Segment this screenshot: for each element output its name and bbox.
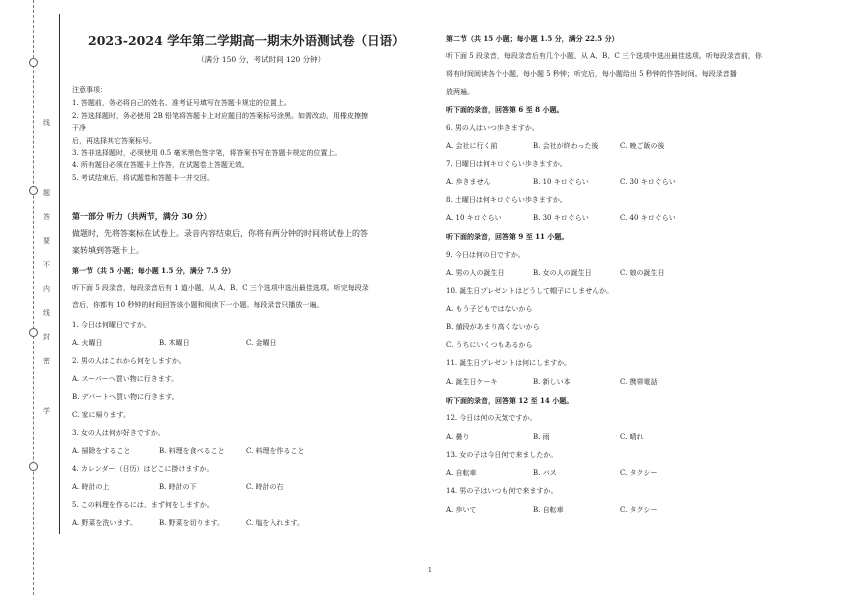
- instruction: 听下面的录音，回答第 12 至 14 小题。: [446, 396, 574, 405]
- option-a: A. 会社に行く前: [446, 142, 498, 150]
- binding-char: 密: [43, 357, 50, 365]
- option-a: A. 誕生日ケーキ: [446, 378, 498, 386]
- option-c: C. 晴れ: [620, 433, 644, 441]
- notes-line: 后，再选择其它答案标号。: [72, 137, 156, 145]
- option-b: B. 自転車: [533, 506, 564, 514]
- question-stem: 3. 女の人は何が好きですか。: [72, 429, 165, 437]
- section1-intro: 音后，你都有 10 秒钟的时间回答该小题和阅读下一小题。每段录音只播放一遍。: [72, 301, 324, 309]
- question-stem: 2. 男の人はこれから何をしますか。: [72, 357, 186, 365]
- question-stem: 12. 今日は何の天気ですか。: [446, 414, 537, 422]
- instruction: 听下面的录音，回答第 6 至 8 小题。: [446, 105, 564, 114]
- option-c: C. 携帯電話: [620, 378, 658, 386]
- part1-intro: 案转填到答题卡上。: [72, 246, 144, 255]
- option-a: A. 掃除をすること: [72, 447, 131, 455]
- section2-intro: 放两遍。: [446, 88, 474, 96]
- page-subtitle: （满分 150 分，考试时间 120 分钟）: [197, 55, 326, 64]
- option-b: B. 時計の下: [159, 483, 197, 491]
- question-stem: 4. カレンダー（日历）はどこに掛けますか。: [72, 465, 214, 473]
- option-c: C. 金曜日: [246, 339, 277, 347]
- question-stem: 11. 誕生日プレゼントは何にしますか。: [446, 359, 572, 367]
- section1-heading: 第一节（共 5 小题；每小题 1.5 分，满分 7.5 分）: [72, 266, 235, 275]
- question-stem: 5. この料理を作るには、まず何をしますか。: [72, 501, 214, 509]
- question-stem: 13. 女の子は今日何で来ましたか。: [446, 451, 558, 459]
- option-b: B. 10 キロぐらい: [533, 178, 589, 186]
- option-a: A. もう子どもではないから: [446, 305, 533, 313]
- option-b: B. バス: [533, 469, 557, 477]
- option-a: A. 男の人の誕生日: [446, 269, 505, 277]
- notes-line: 3. 答非选择题时，必须使用 0.5 毫米黑色签字笔，将答案书写在答题卡规定的位置上。: [72, 149, 342, 157]
- section2-intro: 听下面 5 段录音，每段录音后有几个小题，从 A、B、C 三个选项中选出最佳选项。听每段录音前，你: [446, 52, 762, 60]
- binding-char: 内: [43, 285, 50, 293]
- option-c: C. 塩を入れます。: [246, 519, 304, 527]
- binding-dashed-line: [33, 0, 34, 595]
- notes-line: 2. 答选择题时，务必使用 2B 铅笔将答题卡上对应题目的答案标号涂黑。如需改动，用橡皮擦擦: [72, 112, 368, 120]
- option-b: B. 女の人の誕生日: [533, 269, 592, 277]
- notes-line: 1. 答题前，务必将自己的姓名、准考证号填写在答题卡规定的位置上。: [72, 99, 291, 107]
- question-stem: 1. 今日は何曜日ですか。: [72, 321, 151, 329]
- option-a: A. 火曜日: [72, 339, 103, 347]
- option-c: C. 家に帰ります。: [72, 411, 130, 419]
- notes-heading: 注意事项：: [72, 86, 107, 94]
- option-c: C. タクシー: [620, 469, 658, 477]
- option-a: A. 自転車: [446, 469, 477, 477]
- punch-hole-icon: [29, 328, 38, 337]
- binding-char: 要: [43, 237, 50, 245]
- question-stem: 8. 土曜日は何キロぐらい歩きますか。: [446, 196, 567, 204]
- punch-hole-icon: [29, 462, 38, 471]
- option-c: C. うちにいくつもあるから: [446, 341, 533, 349]
- question-stem: 14. 男の子はいつも何で来ますか。: [446, 487, 558, 495]
- option-b: B. 料理を食べること: [159, 447, 225, 455]
- notes-line: 5. 考试结束后，将试题卷和答题卡一并交回。: [72, 174, 214, 182]
- option-b: B. 野菜を切ります。: [159, 519, 225, 527]
- binding-char: 题: [43, 189, 50, 197]
- section1-intro: 听下面 5 段录音，每段录音后有 1 道小题，从 A、B、C 三个选项中选出最佳选项。听完每段录: [72, 284, 369, 292]
- part1-intro: 做题时，先将答案标在试卷上。录音内容结束后，你将有两分钟的时间将试卷上的答: [72, 229, 368, 238]
- instruction: 听下面的录音，回答第 9 至 11 小题。: [446, 232, 569, 241]
- option-c: C. タクシー: [620, 506, 658, 514]
- column-rule: [59, 14, 60, 534]
- binding-char: 封: [43, 333, 50, 341]
- binding-margin: [0, 0, 60, 595]
- option-c: C. 娘の誕生日: [620, 269, 665, 277]
- option-a: A. 10 キロぐらい: [446, 214, 502, 222]
- option-b: B. 30 キロぐらい: [533, 214, 589, 222]
- option-a: A. 曇り: [446, 433, 470, 441]
- page-title: 2023-2024 学年第二学期高一期末外语测试卷（日语）: [88, 33, 405, 48]
- option-c: C. 40 キロぐらい: [620, 214, 676, 222]
- option-b: B. 雨: [533, 433, 550, 441]
- punch-hole-icon: [29, 186, 38, 195]
- binding-char: 不: [43, 261, 50, 269]
- section2-intro: 将有时间阅读各个小题，每小题 5 秒钟；听完后，每小题给出 5 秒钟的作答时间。每段录音播: [446, 70, 737, 78]
- question-stem: 6. 男の人はいつ歩きますか。: [446, 124, 539, 132]
- option-b: B. デパートへ買い物に行きます。: [72, 393, 179, 401]
- notes-line: 干净: [72, 124, 86, 132]
- page-number: 1: [428, 567, 432, 574]
- section2-heading: 第二节（共 15 小题；每小题 1.5 分，满分 22.5 分）: [446, 34, 619, 43]
- notes-line: 4. 所有题目必须在答题卡上作答，在试题卷上答题无效。: [72, 161, 249, 169]
- option-a: A. 歩いて: [446, 506, 477, 514]
- binding-char: 线: [43, 119, 50, 127]
- option-a: A. 野菜を洗います。: [72, 519, 137, 527]
- punch-hole-icon: [29, 58, 38, 67]
- question-stem: 10. 誕生日プレゼントはどうして帽子にしませんか。: [446, 287, 614, 295]
- option-c: C. 30 キロぐらい: [620, 178, 676, 186]
- question-stem: 7. 日曜日は何キロぐらい歩きますか。: [446, 160, 567, 168]
- option-b: B. 値段があまり高くないから: [446, 323, 540, 331]
- option-b: B. 会社が終わった後: [533, 142, 599, 150]
- part1-heading: 第一部分 听力（共两节，满分 30 分）: [72, 211, 212, 221]
- binding-char: 学: [43, 407, 50, 415]
- option-a: A. 時計の上: [72, 483, 110, 491]
- option-c: C. 晩ご飯の後: [620, 142, 665, 150]
- binding-char: 答: [43, 213, 50, 221]
- question-stem: 9. 今日は何の日ですか。: [446, 251, 525, 259]
- option-a: A. 歩きません: [446, 178, 491, 186]
- binding-char: 线: [43, 309, 50, 317]
- option-c: C. 料理を作ること: [246, 447, 305, 455]
- option-b: B. 新しい本: [533, 378, 571, 386]
- option-b: B. 木曜日: [159, 339, 190, 347]
- option-c: C. 時計の右: [246, 483, 284, 491]
- option-a: A. スーパーへ買い物に行きます。: [72, 375, 179, 383]
